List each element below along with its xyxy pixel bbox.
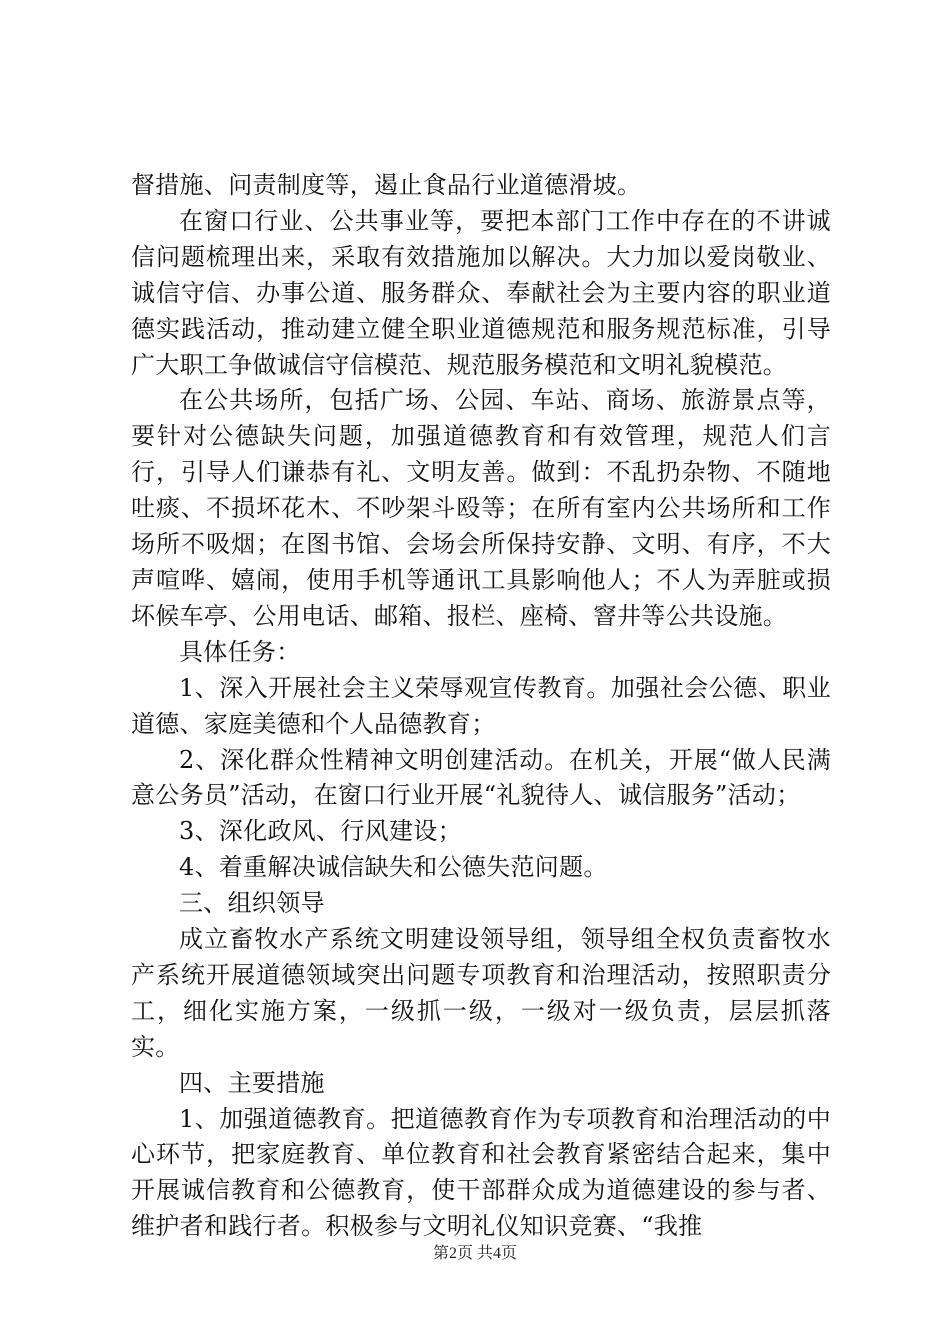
task-item-3: 3、深化政风、行风建设； xyxy=(179,817,462,846)
section-heading-measures: 四、主要措施 xyxy=(179,1068,325,1097)
measure-item-1: 1、加强道德教育。把道德教育作为专项教育和治理活动的中心环节，把家庭教育、单位教育和社会教育紧密结合起来，集中开展诚信教育和公德教育，使干部群众成为道德建设的参与者、维护者和践行者。积极参与文明礼仪知识竞赛、“我推 xyxy=(131,1104,831,1241)
paragraph-window-industry: 在窗口行业、公共事业等，要把本部门工作中存在的不讲诚信问题梳理出来，采取有效措施加以解决。大力加以爱岗敬业、诚信守信、办事公道、服务群众、奉献社会为主要内容的职业道德实践活动，推动建立健全职业道德规范和服务规范标准，引导广大职工争做诚信守信模范、规范服务模范和文明礼貌模范。 xyxy=(131,206,831,379)
section-heading-organization: 三、组织领导 xyxy=(179,889,325,918)
page-number-footer: 第2页 共4页 xyxy=(432,1245,517,1262)
task-item-1: 1、深入开展社会主义荣辱观宣传教育。加强社会公德、职业道德、家庭美德和个人品德教育； xyxy=(131,673,831,738)
paragraph-public-places: 在公共场所，包括广场、公园、车站、商场、旅游景点等，要针对公德缺失问题，加强道德教育和有效管理，规范人们言行，引导人们谦恭有礼、文明友善。做到：不乱扔杂物、不随地吐痰、不损坏花木、不吵架斗殴等；在所有室内公共场所和工作场所不吸烟；在图书馆、会场会所保持安静、文明、有序，不大声喧哗、嬉闹，使用手机等通讯工具影响他人；不人为弄脏或损坏候车亭、公用电话、邮箱、报栏、座椅、窨井等公共设施。 xyxy=(131,386,831,630)
heading-specific-tasks: 具体任务： xyxy=(179,637,301,666)
document-body xyxy=(131,168,831,1245)
paragraph-leadership-group: 成立畜牧水产系统文明建设领导组，领导组全权负责畜牧水产系统开展道德领域突出问题专项教育和治理活动，按照职责分工，细化实施方案，一级抓一级，一级对一级负责，层层抓落实。 xyxy=(131,925,831,1061)
task-item-4: 4、着重解决诚信缺失和公德失范问题。 xyxy=(179,853,608,882)
task-item-2: 2、深化群众性精神文明创建活动。在机关，开展“做人民满意公务员”活动，在窗口行业开展“礼貌待人、诚信服务”活动； xyxy=(131,745,831,810)
paragraph-continuation: 督措施、问责制度等，遏止食品行业道德滑坡。 xyxy=(131,171,642,199)
